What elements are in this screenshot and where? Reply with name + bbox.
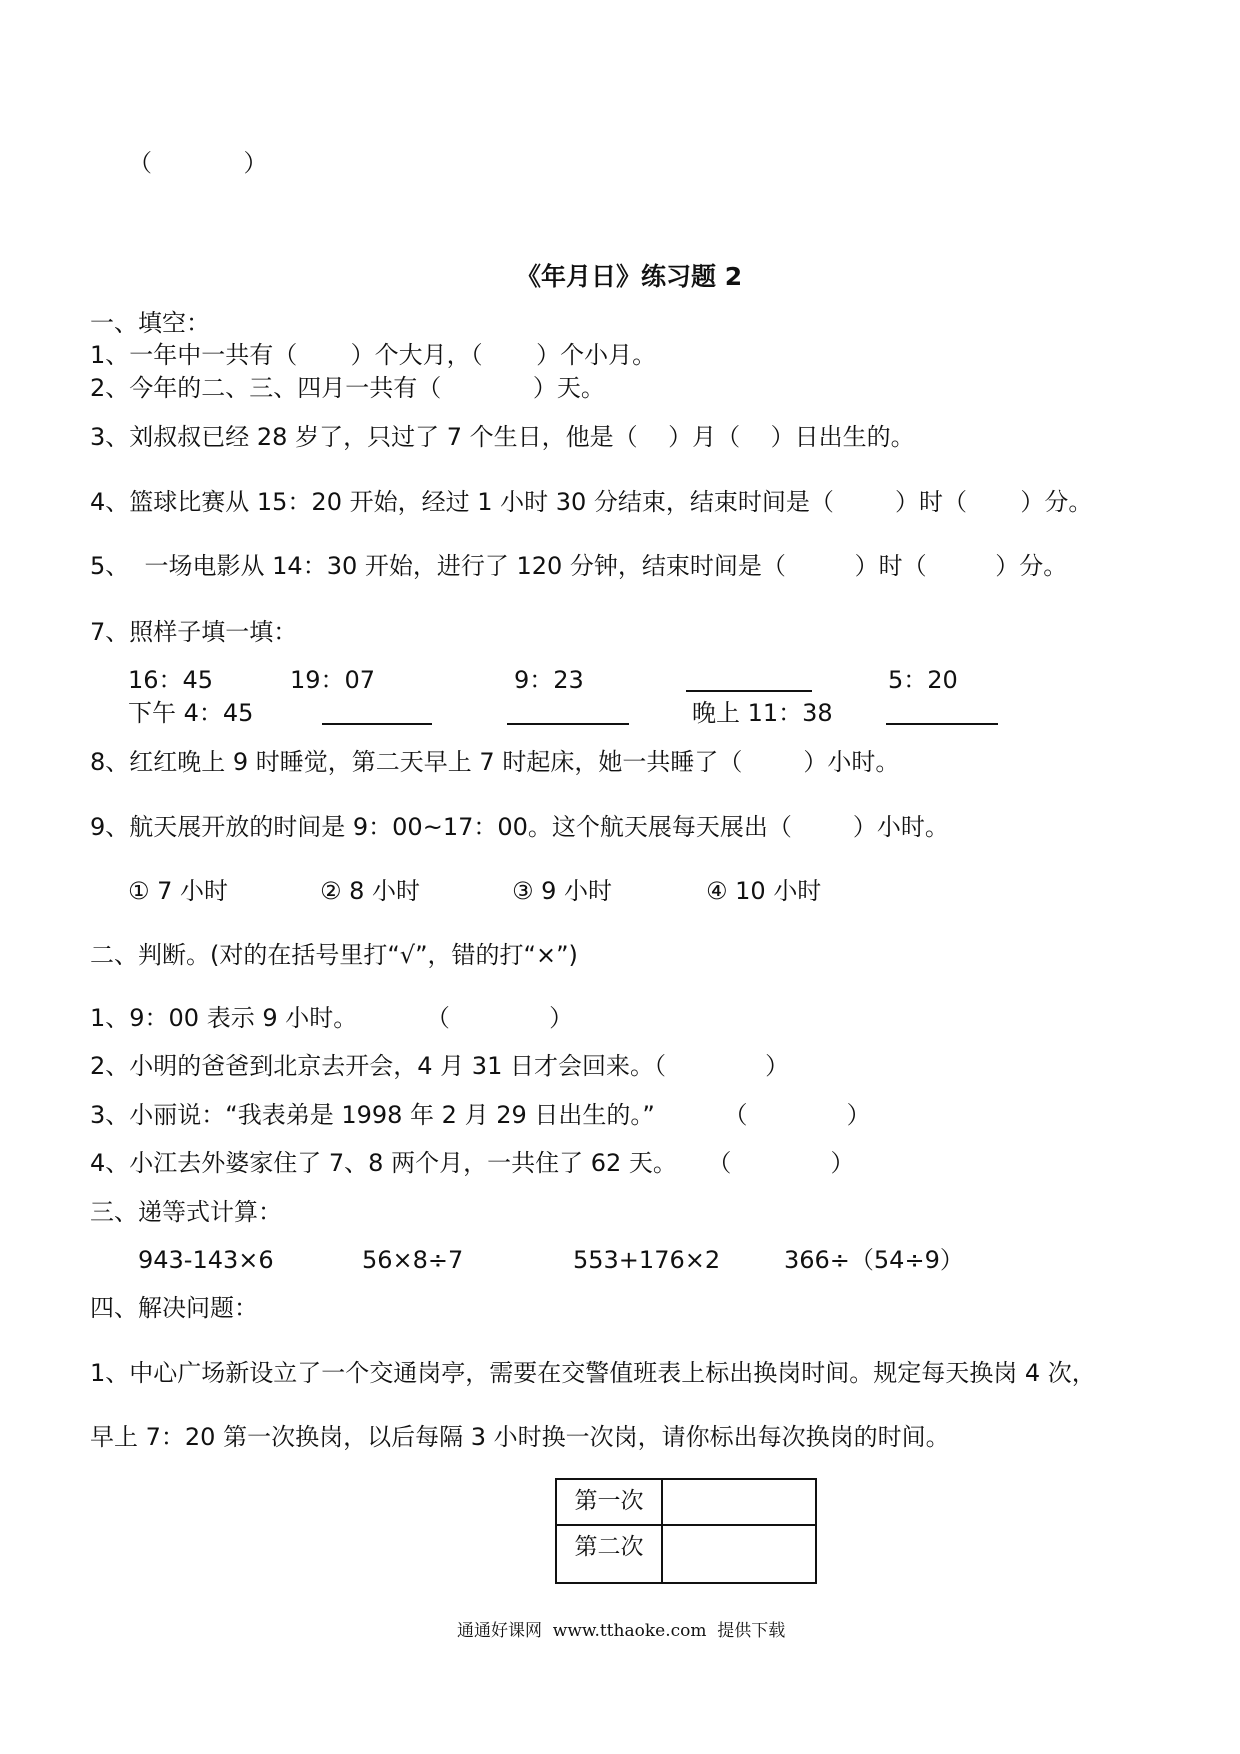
answer-cell-second[interactable] xyxy=(662,1525,816,1583)
question-1-4: 4、篮球比赛从 15：20 开始，经过 1 小时 30 分结束，结束时间是（ ）时（ ）分。 xyxy=(90,488,1093,516)
option-1: ① 7 小时 xyxy=(128,877,229,905)
question-1-1: 1、一年中一共有（ ）个大月，（ ）个小月。 xyxy=(90,341,657,369)
option-3: ③ 9 小时 xyxy=(512,877,613,905)
judge-item-4: 4、小江去外婆家住了 7、8 两个月，一共住了 62 天。 （ ） xyxy=(90,1149,855,1177)
judge-item-3: 3、小丽说：“我表弟是 1998 年 2 月 29 日出生的。” （ ） xyxy=(90,1101,871,1129)
answer-blank-12h-d[interactable] xyxy=(886,723,998,725)
section3-heading: 三、递等式计算： xyxy=(90,1198,282,1226)
section1-heading: 一、填空： xyxy=(90,309,210,337)
question-1-8: 8、红红晚上 9 时睡觉，第二天早上 7 时起床，她一共睡了（ ）小时。 xyxy=(90,748,900,776)
row-label-first: 第一次 xyxy=(556,1479,662,1525)
calc-item-3: 553+176×2 xyxy=(573,1246,721,1274)
answer-blank-12h-a[interactable] xyxy=(322,723,432,725)
time-24h-b: 9：23 xyxy=(514,666,584,694)
section2-heading: 二、判断。(对的在括号里打“√”，错的打“×”) xyxy=(90,941,578,969)
calc-item-1: 943-143×6 xyxy=(138,1246,274,1274)
time-example-12h: 下午 4：45 xyxy=(128,699,254,727)
time-24h-a: 19：07 xyxy=(290,666,376,694)
problem-1-line1: 1、中心广场新设立了一个交通岗亭，需要在交警值班表上标出换岗时间。规定每天换岗 4 次， xyxy=(90,1359,1096,1387)
question-1-3: 3、刘叔叔已经 28 岁了，只过了 7 个生日，他是（ ）月（ ）日出生的。 xyxy=(90,423,915,451)
time-example-24h: 16：45 xyxy=(128,666,214,694)
judge-item-1: 1、9：00 表示 9 小时。 （ ） xyxy=(90,1004,574,1032)
question-1-7: 7、照样子填一填： xyxy=(90,618,298,646)
option-2: ② 8 小时 xyxy=(320,877,421,905)
question-1-5: 5、 一场电影从 14：30 开始，进行了 120 分钟，结束时间是（ ）时（ ）分。 xyxy=(90,552,1068,580)
option-4: ④ 10 小时 xyxy=(706,877,822,905)
answer-cell-first[interactable] xyxy=(662,1479,816,1525)
calc-item-4: 366÷（54÷9） xyxy=(784,1246,964,1274)
question-1-2: 2、今年的二、三、四月一共有（ ）天。 xyxy=(90,374,605,402)
answer-blank-12h-b[interactable] xyxy=(507,723,629,725)
table-row xyxy=(556,1479,816,1525)
shift-change-table xyxy=(555,1478,817,1584)
time-12h-c: 晚上 11：38 xyxy=(692,699,833,727)
answer-blank-24h-c[interactable] xyxy=(686,690,812,692)
section4-heading: 四、解决问题： xyxy=(90,1294,258,1322)
footer-source: 通通好课网 www.tthaoke.com 提供下载 xyxy=(457,1621,786,1641)
problem-1-line2: 早上 7：20 第一次换岗，以后每隔 3 小时换一次岗，请你标出每次换岗的时间。 xyxy=(90,1423,950,1451)
time-24h-d: 5：20 xyxy=(888,666,958,694)
top-answer-paren: （ ） xyxy=(128,149,268,177)
question-1-9: 9、航天展开放的时间是 9：00~17：00。这个航天展每天展出（ ）小时。 xyxy=(90,813,949,841)
table-row xyxy=(556,1525,816,1583)
page-title: 《年月日》练习题 2 xyxy=(516,262,743,291)
row-label-second: 第二次 xyxy=(556,1525,662,1583)
judge-item-2: 2、小明的爸爸到北京去开会，4 月 31 日才会回来。（ ） xyxy=(90,1052,790,1080)
calc-item-2: 56×8÷7 xyxy=(362,1246,464,1274)
